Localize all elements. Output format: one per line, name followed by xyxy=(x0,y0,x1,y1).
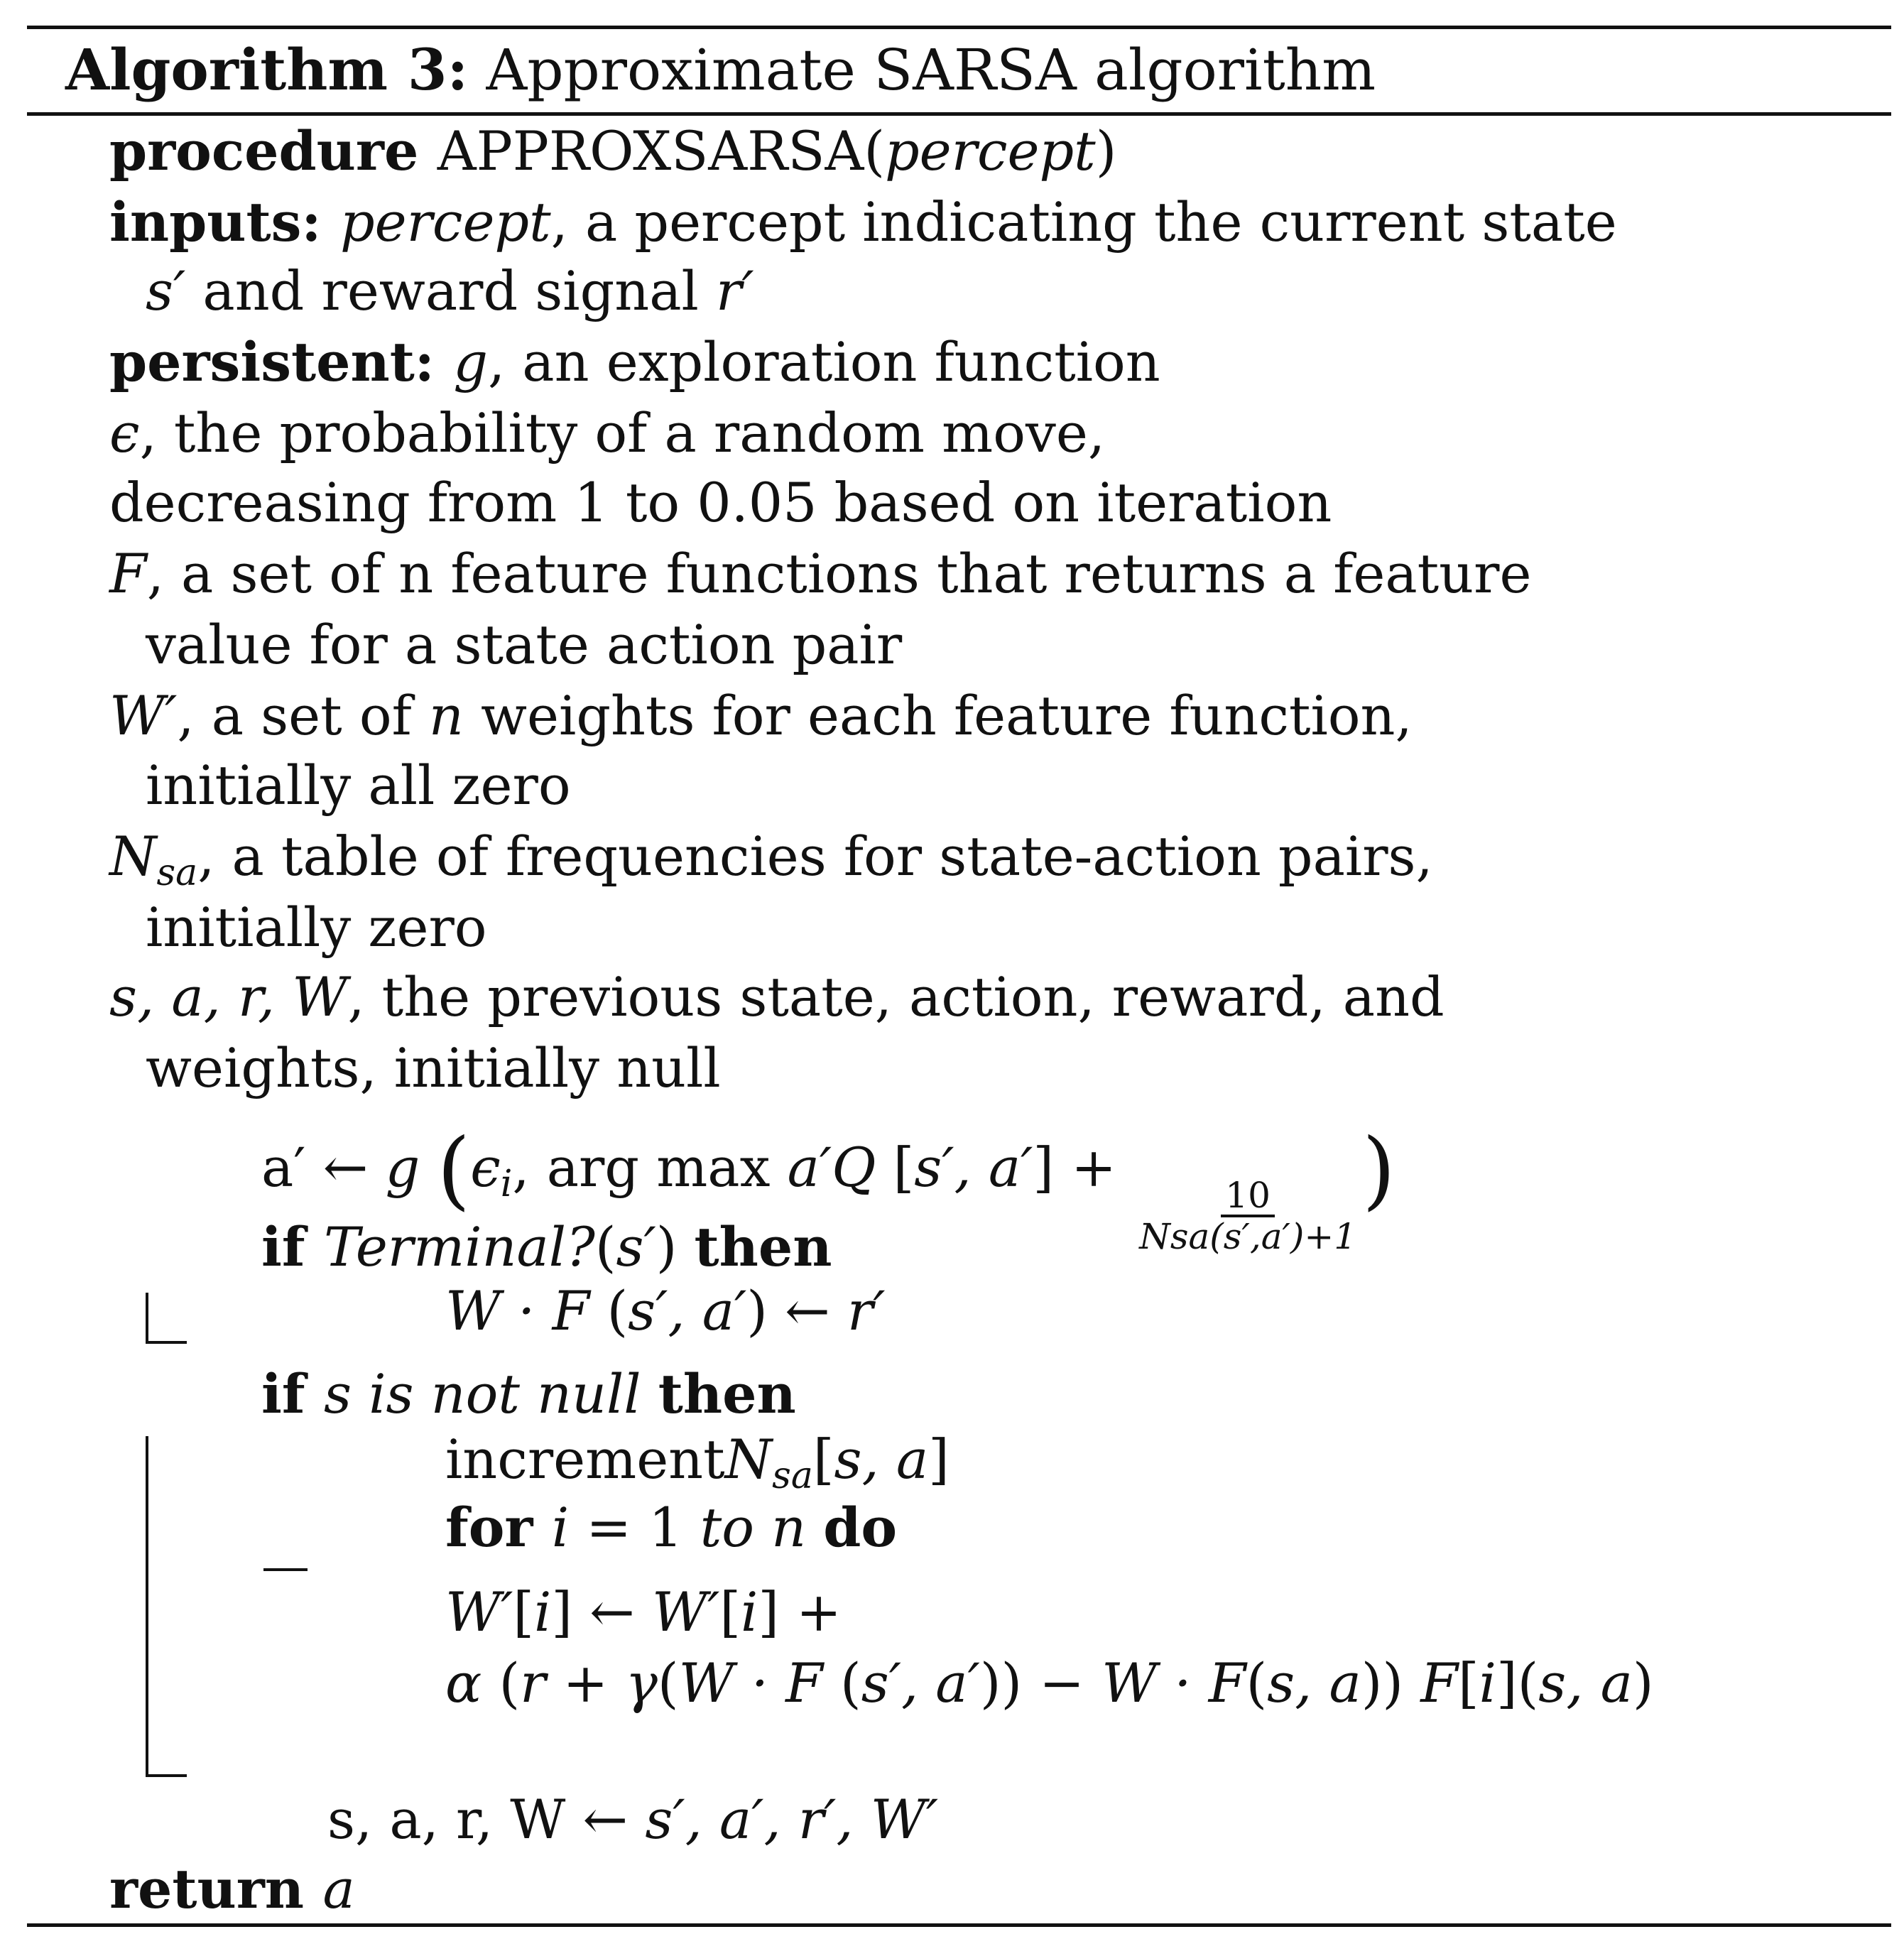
keyword: do xyxy=(823,1496,898,1559)
algorithm-line xyxy=(146,754,571,817)
text-segment: s, a, r, W ← xyxy=(327,1788,646,1851)
title-rule xyxy=(27,112,1891,116)
text-segment: percept xyxy=(885,119,1096,183)
text-segment: s′ xyxy=(146,259,186,322)
text-segment: [ xyxy=(876,1136,915,1199)
algorithm-line xyxy=(445,1428,950,1497)
algorithm-line xyxy=(445,1279,886,1342)
text-segment: γ xyxy=(625,1651,658,1715)
text-segment: ) xyxy=(655,1215,695,1278)
algorithm-line xyxy=(261,1215,832,1278)
subscript: i xyxy=(500,1163,513,1205)
text-segment: s′ xyxy=(616,1215,656,1278)
text-segment: i xyxy=(1479,1651,1496,1715)
text-segment: W · F xyxy=(678,1651,823,1715)
algorithm-line xyxy=(109,825,1433,894)
text-segment: , an exploration function xyxy=(487,330,1160,393)
text-segment: value for a state action pair xyxy=(146,613,903,676)
algorithm-name: Approximate SARSA algorithm xyxy=(486,37,1376,103)
algorithm-line xyxy=(109,119,1117,183)
text-segment: r′ xyxy=(847,1279,886,1342)
text-segment: APPROXSARSA( xyxy=(437,119,885,183)
keyword: procedure xyxy=(109,119,437,183)
text-segment: F xyxy=(109,542,147,605)
text-segment: s, a xyxy=(1538,1651,1633,1715)
text-segment: n xyxy=(428,684,464,747)
keyword: inputs: xyxy=(109,190,340,254)
text-segment: s′, a′ xyxy=(861,1651,980,1715)
algorithm-line xyxy=(445,1580,842,1644)
text-segment: to n xyxy=(700,1496,824,1559)
algorithm-line xyxy=(109,1857,355,1921)
subscript: sa xyxy=(156,852,198,894)
fraction-denominator: Nsa(s′,a′)+1 xyxy=(1139,1215,1357,1257)
top-rule xyxy=(27,26,1891,29)
text-segment: , a set of n feature functions that returns a feature xyxy=(146,542,1532,605)
bottom-rule xyxy=(27,1923,1891,1927)
text-segment: s′, a′ xyxy=(914,1136,1033,1199)
text-segment: percept xyxy=(339,190,551,254)
text-segment: )) xyxy=(1361,1651,1421,1715)
text-segment: g xyxy=(385,1136,437,1199)
text-segment: g xyxy=(453,330,488,393)
terminal-block-bracket-horizontal xyxy=(146,1341,187,1344)
text-segment: i xyxy=(741,1580,758,1644)
algorithm-title xyxy=(65,36,1376,103)
fraction xyxy=(1139,1177,1356,1256)
text-segment: , a set of xyxy=(177,684,429,747)
subscript: sa xyxy=(772,1455,813,1497)
text-segment: ] + xyxy=(758,1580,842,1644)
text-segment: decreasing from 1 to 0.05 based on iteration xyxy=(109,471,1332,534)
text-segment: and reward signal xyxy=(185,259,716,322)
text-segment: ( xyxy=(822,1651,861,1715)
text-segment: ( xyxy=(594,1215,616,1278)
text-segment: a′Q xyxy=(787,1136,876,1199)
text-segment: N xyxy=(724,1428,773,1491)
text-segment: ( xyxy=(1246,1651,1268,1715)
text-segment: [ xyxy=(1457,1651,1479,1715)
algorithm-label: Algorithm 3: xyxy=(65,36,469,103)
text-segment: Terminal? xyxy=(324,1215,595,1278)
text-segment: W · F xyxy=(445,1279,590,1342)
algorithm-line xyxy=(109,190,1617,254)
text-segment: ( xyxy=(482,1651,521,1715)
keyword: for xyxy=(445,1496,552,1559)
algorithm-line xyxy=(146,613,903,676)
text-segment: initially all zero xyxy=(146,754,571,817)
text-segment: weights, initially null xyxy=(146,1036,721,1099)
text-segment: i xyxy=(551,1496,570,1559)
text-segment: s, a, r, W xyxy=(109,965,348,1028)
text-segment: , a table of frequencies for state-action pairs, xyxy=(197,825,1433,888)
text-segment: ) xyxy=(1362,1121,1396,1220)
text-segment: r′ xyxy=(715,259,754,322)
text-segment: , the previous state, action, reward, and xyxy=(347,965,1445,1028)
text-segment: ] + xyxy=(1033,1136,1134,1199)
text-segment: W′ xyxy=(652,1580,720,1644)
algorithm-line xyxy=(146,1036,721,1099)
text-segment: a xyxy=(322,1857,355,1921)
text-segment: , a percept indicating the current state xyxy=(550,190,1617,254)
text-segment: = 1 xyxy=(569,1496,700,1559)
algorithm-line xyxy=(445,1651,1654,1715)
keyword: return xyxy=(109,1857,323,1921)
text-segment: s′, a′ xyxy=(628,1279,747,1342)
text-segment: )) − xyxy=(979,1651,1102,1715)
text-segment: F xyxy=(1420,1651,1458,1715)
algorithm-line xyxy=(327,1788,939,1851)
keyword: if xyxy=(261,1215,325,1278)
text-segment: N xyxy=(109,825,157,888)
text-segment: α xyxy=(445,1651,482,1715)
text-segment: W · F xyxy=(1101,1651,1246,1715)
fraction-numerator: 10 xyxy=(1221,1177,1275,1217)
text-segment: ] xyxy=(928,1428,950,1491)
text-segment: s, a xyxy=(834,1428,929,1491)
algorithm-line xyxy=(146,896,487,959)
text-segment: weights for each feature function, xyxy=(463,684,1413,747)
text-segment: , the probability of a random move, xyxy=(139,401,1106,465)
text-segment: W′ xyxy=(445,1580,513,1644)
text-segment: ) xyxy=(1632,1651,1654,1715)
text-segment: s, a xyxy=(1267,1651,1361,1715)
text-segment: ) ← xyxy=(746,1279,847,1342)
text-segment: W′ xyxy=(109,684,178,747)
text-segment: [ xyxy=(719,1580,741,1644)
text-segment: ϵ xyxy=(109,401,140,465)
algorithm-line xyxy=(445,1496,898,1559)
text-segment: ϵ xyxy=(470,1136,501,1199)
text-segment: ( xyxy=(437,1121,471,1220)
text-segment: + xyxy=(545,1651,626,1715)
for-block-dash xyxy=(263,1568,308,1571)
text-segment: ( xyxy=(657,1651,679,1715)
keyword: then xyxy=(694,1215,832,1278)
text-segment: s′, a′, r′, W′ xyxy=(645,1788,939,1851)
text-segment: a′ ← xyxy=(261,1136,386,1199)
keyword: then xyxy=(658,1362,796,1425)
text-segment: s is not null xyxy=(324,1362,658,1425)
text-segment: i xyxy=(534,1580,552,1644)
text-segment: ( xyxy=(589,1279,629,1342)
algorithm-line xyxy=(109,471,1332,534)
algorithm-line xyxy=(261,1362,796,1425)
text-segment: ) xyxy=(1095,119,1117,183)
keyword: if xyxy=(261,1362,325,1425)
text-segment: [ xyxy=(513,1580,535,1644)
text-segment: ] ← xyxy=(551,1580,652,1644)
algorithm-line xyxy=(109,542,1532,605)
text-segment: , arg max xyxy=(512,1136,788,1199)
keyword: persistent: xyxy=(109,330,454,393)
text-segment: initially zero xyxy=(146,896,487,959)
text-segment: [ xyxy=(812,1428,834,1491)
null-block-bracket-vertical xyxy=(146,1436,148,1777)
null-block-bracket-horizontal xyxy=(146,1774,187,1777)
algorithm-line xyxy=(109,330,1160,393)
algorithm-line xyxy=(109,965,1445,1028)
terminal-block-bracket-vertical xyxy=(146,1293,148,1344)
text-segment: increment xyxy=(445,1428,725,1491)
algorithm-line xyxy=(109,684,1413,747)
text-segment: r xyxy=(520,1651,546,1715)
algorithm-line xyxy=(109,401,1106,465)
algorithm-line xyxy=(146,259,754,322)
text-segment: ]( xyxy=(1496,1651,1539,1715)
